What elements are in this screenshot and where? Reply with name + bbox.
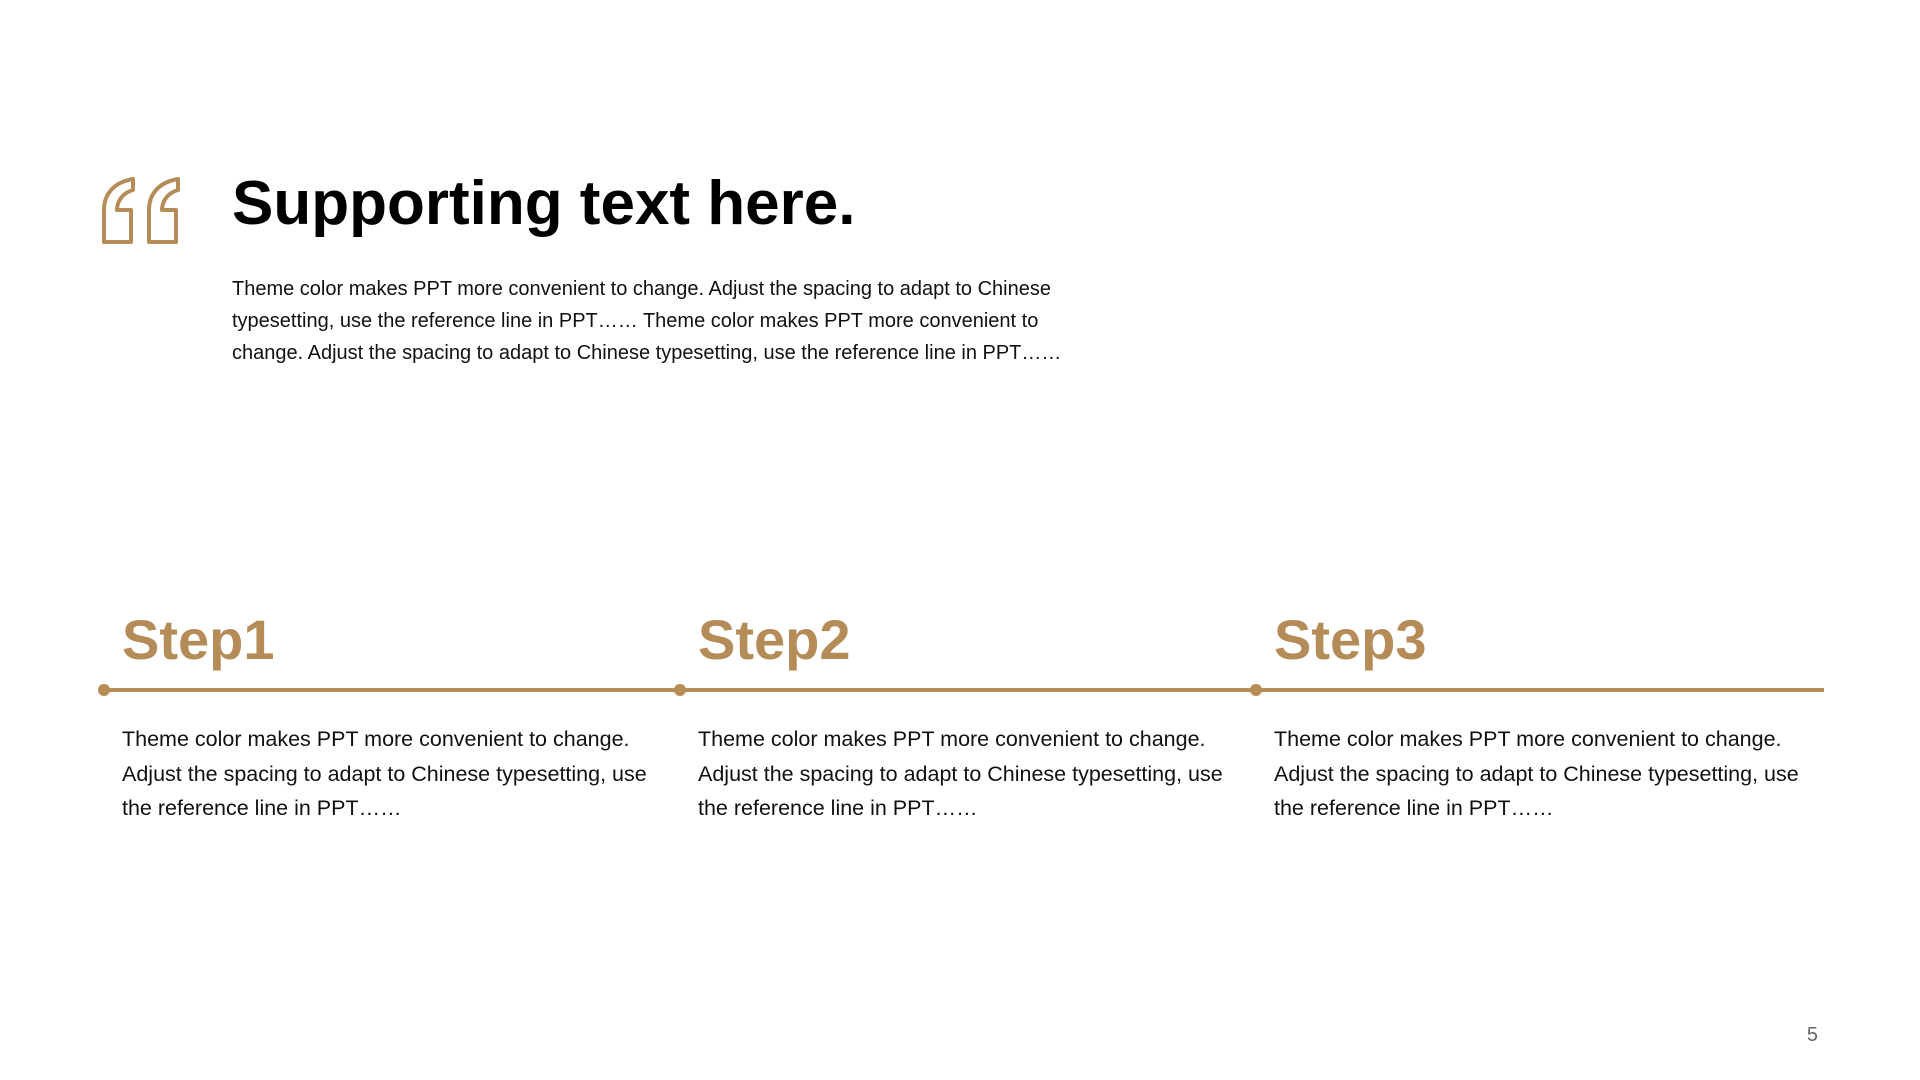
page-number: 5: [1806, 1024, 1818, 1046]
intro-paragraph: Theme color makes PPT more convenient to change. Adjust the spacing to adapt to Chinese typesetting, use the reference line in PPT…… Theme color makes PPT more convenient to change. Adjust the spacing to adapt to Chinese typesetting, use the reference line in PPT……: [232, 278, 1062, 364]
step-3-title: Step3: [1274, 608, 1427, 671]
timeline-line: [104, 688, 1824, 692]
step-2-title: Step2: [698, 608, 851, 671]
quote-mark-icon: [100, 176, 186, 246]
step-1-description: Theme color makes PPT more convenient to change. Adjust the spacing to adapt to Chinese typesetting, use the reference line in PPT……: [122, 727, 647, 820]
timeline-dot-step-3: [1250, 684, 1262, 696]
step-1-title: Step1: [122, 608, 275, 671]
step-2-description: Theme color makes PPT more convenient to change. Adjust the spacing to adapt to Chinese typesetting, use the reference line in PPT……: [698, 727, 1223, 820]
timeline-dot-step-1: [98, 684, 110, 696]
step-3-description: Theme color makes PPT more convenient to change. Adjust the spacing to adapt to Chinese typesetting, use the reference line in PPT……: [1274, 727, 1799, 820]
slide-title: Supporting text here.: [232, 169, 856, 238]
timeline-dot-step-2: [674, 684, 686, 696]
